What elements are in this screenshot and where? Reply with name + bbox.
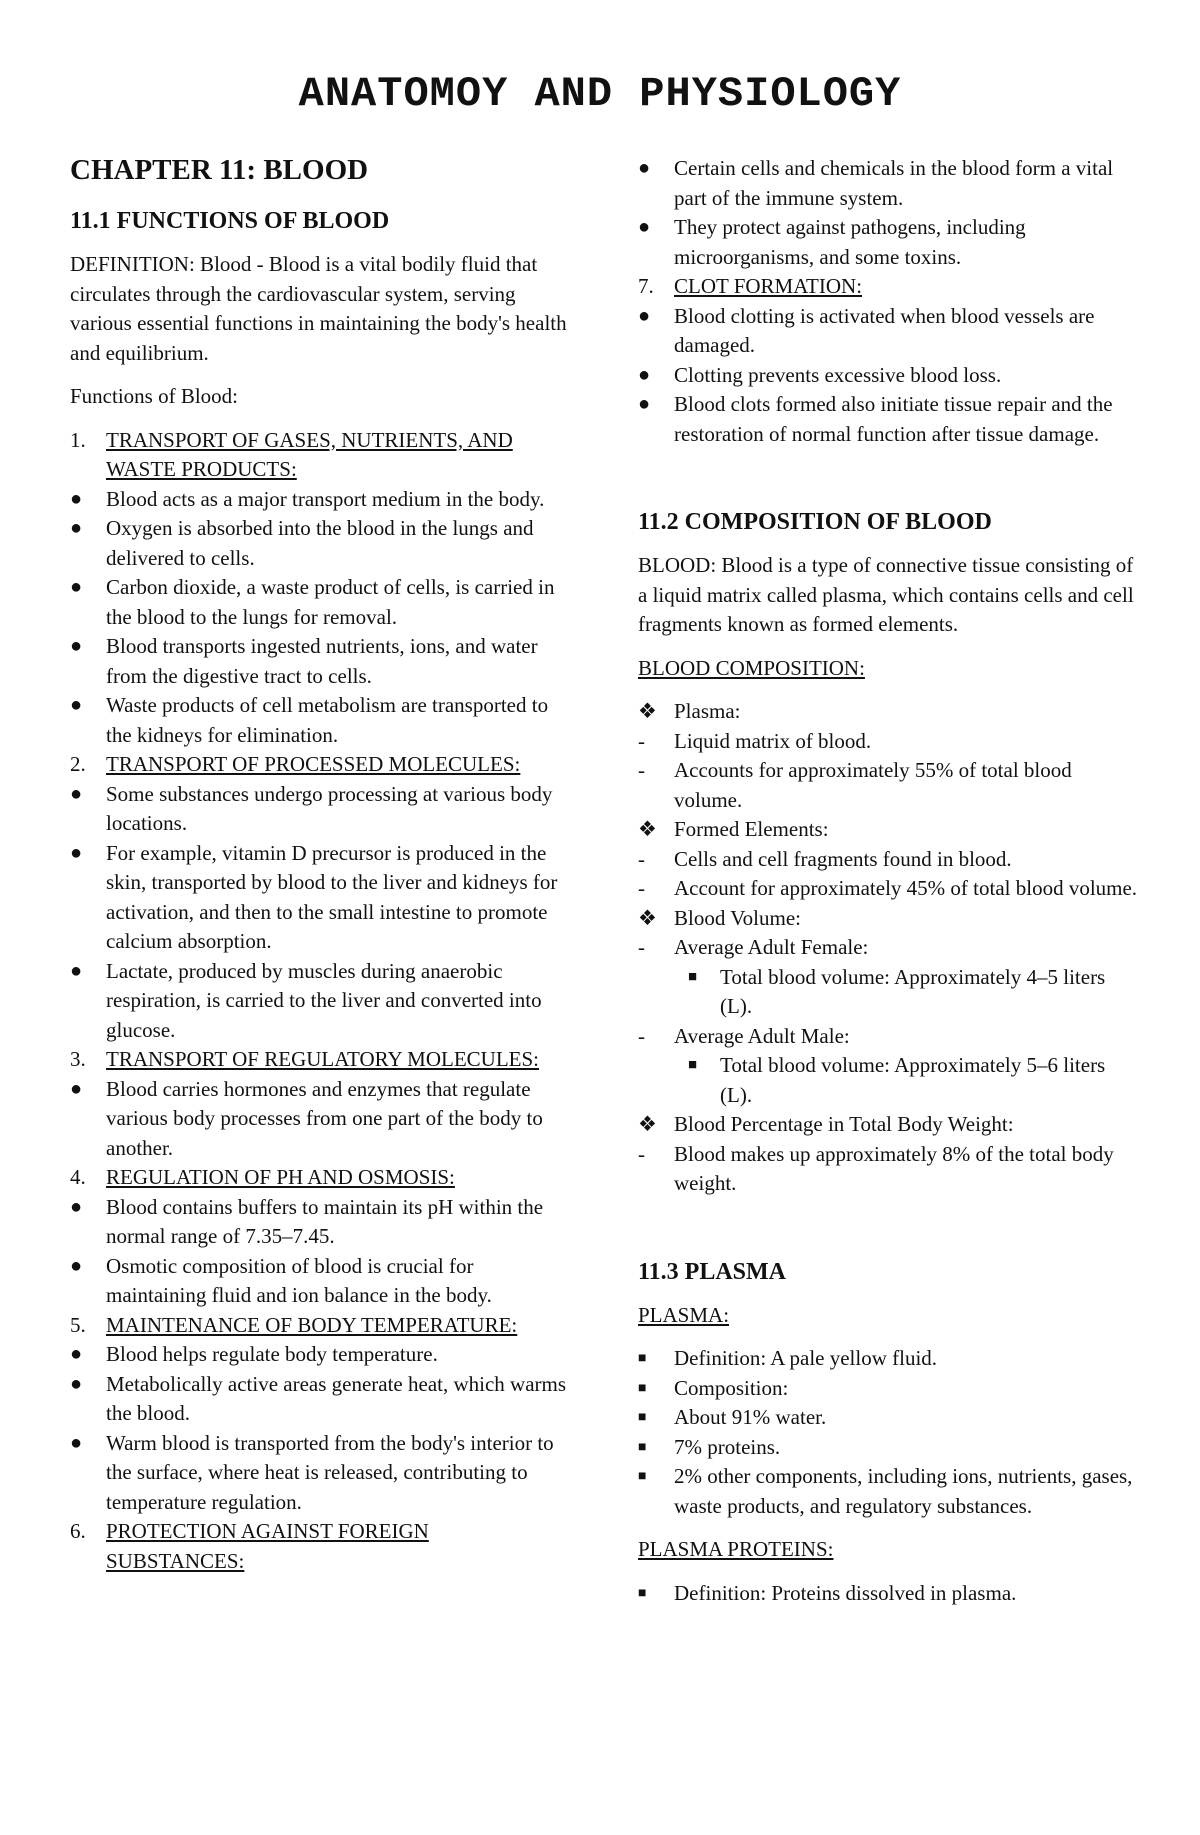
list-item: ■ Composition:	[638, 1374, 1138, 1404]
list-item: ■ About 91% water.	[638, 1403, 1138, 1433]
list-item: ● Blood clotting is activated when blood vessels are damaged.	[638, 303, 1095, 357]
list-item: ■ Total blood volume: Approximately 4–5 liters (L).	[688, 964, 1106, 1018]
list-item: ■ 7% proteins.	[638, 1433, 1138, 1463]
list-item: ● Certain cells and chemicals in the blood form a vital part of the immune system.	[638, 156, 1114, 210]
list-item: ● Carbon dioxide, a waste product of cells, is carried in the blood to the lungs for removal.	[70, 575, 555, 629]
list-item: ■ Definition: A pale yellow fluid.	[638, 1344, 1138, 1374]
function-item-1: 1. TRANSPORT OF GASES, NUTRIENTS, AND WASTE PRODUCTS:	[70, 427, 513, 481]
bullet-icon: ●	[70, 959, 83, 982]
list-item: ● Blood acts as a major transport medium in the body.	[70, 485, 570, 515]
dash-bullet-icon: -	[638, 846, 645, 871]
list-item: ■ Total blood volume: Approximately 5–6 liters (L).	[688, 1053, 1106, 1107]
list-item: ● Warm blood is transported from the body's interior to the surface, where heat is released, contributing to temperature regulation.	[70, 1430, 554, 1514]
function-title: TRANSPORT OF REGULATORY MOLECULES:	[106, 1047, 539, 1071]
bullet-icon: ●	[70, 1077, 83, 1100]
functions-label: Functions of Blood:	[70, 384, 239, 408]
bullet-icon: ●	[70, 782, 83, 805]
composition-label: BLOOD COMPOSITION:	[638, 655, 865, 680]
bullet-icon: ●	[638, 363, 651, 386]
diamond-bullet-icon: ❖	[638, 905, 657, 930]
square-bullet-icon: ■	[638, 1469, 647, 1484]
function-item-6: 6. PROTECTION AGAINST FOREIGN SUBSTANCES:	[70, 1519, 429, 1573]
chapter-heading: CHAPTER 11: BLOOD	[70, 154, 369, 186]
list-item: ● Blood contains buffers to maintain its pH within the normal range of 7.35–7.45.	[70, 1194, 544, 1248]
list-item: ● They protect against pathogens, including microorganisms, and some toxins.	[638, 215, 1026, 269]
bullet-icon: ●	[70, 1254, 83, 1277]
list-item: - Average Adult Female:	[638, 933, 1138, 963]
function-item-7: 7. CLOT FORMATION:	[638, 274, 863, 298]
list-item: ● Metabolically active areas generate heat, which warms the blood.	[70, 1371, 567, 1425]
plasma-label: PLASMA:	[638, 1302, 730, 1327]
list-item: ● Blood helps regulate body temperature.	[70, 1340, 570, 1370]
square-bullet-icon: ■	[638, 1380, 647, 1396]
list-item: ● Blood transports ingested nutrients, ions, and water from the digestive tract to cells.	[70, 634, 538, 688]
bullet-icon: ●	[70, 1343, 83, 1365]
square-bullet-icon: ■	[638, 1410, 647, 1425]
list-item: ● Clotting prevents excessive blood loss.	[638, 361, 1138, 391]
plasma-proteins-label: PLASMA PROTEINS:	[638, 1537, 834, 1561]
dash-bullet-icon: -	[638, 758, 645, 782]
function-title: CLOT FORMATION:	[674, 274, 863, 298]
list-item: - Accounts for approximately 55% of total blood volume.	[638, 758, 1072, 812]
square-bullet-icon: ■	[638, 1439, 647, 1455]
list-item: ● Some substances undergo processing at various body locations.	[70, 781, 553, 835]
function-item-5: 5. MAINTENANCE OF BODY TEMPERATURE:	[70, 1312, 518, 1337]
bullet-icon: ●	[70, 635, 83, 657]
bullet-icon: ●	[70, 517, 83, 539]
list-item: - Account for approximately 45% of total blood volume.	[638, 874, 1138, 904]
function-title: TRANSPORT OF PROCESSED MOLECULES:	[106, 752, 521, 776]
list-item: ● Waste products of cell metabolism are transported to the kidneys for elimination.	[70, 693, 549, 747]
bullet-icon: ●	[638, 304, 651, 327]
bullet-icon: ●	[70, 1372, 83, 1395]
list-item: - Blood makes up approximately 8% of the total body weight.	[638, 1141, 1114, 1195]
bullet-icon: ●	[638, 216, 651, 238]
bullet-icon: ●	[638, 157, 651, 179]
list-item: ● Blood clots formed also initiate tissue repair and the restoration of normal function after tissue damage.	[638, 392, 1113, 446]
bullet-icon: ●	[70, 841, 83, 864]
bullet-icon: ●	[70, 1195, 83, 1218]
list-item: ● Lactate, produced by muscles during anaerobic respiration, is carried to the liver and converted into glucose.	[70, 958, 542, 1042]
diamond-bullet-icon: ❖	[638, 817, 657, 841]
list-item: - Liquid matrix of blood.	[638, 727, 1138, 757]
document-title: ANATOMOY AND PHYSIOLOGY	[298, 70, 902, 118]
dash-bullet-icon: -	[638, 728, 645, 753]
bullet-icon: ●	[70, 487, 83, 510]
dash-bullet-icon: -	[638, 1023, 645, 1048]
bullet-icon: ●	[70, 576, 83, 598]
function-title: TRANSPORT OF GASES, NUTRIENTS, AND WASTE PRODUCTS:	[106, 427, 513, 481]
dash-bullet-icon: -	[638, 1141, 645, 1166]
right-column	[638, 154, 1138, 1608]
section-heading-functions: 11.1 FUNCTIONS OF BLOOD	[70, 208, 390, 234]
function-item-2: 2. TRANSPORT OF PROCESSED MOLECULES:	[70, 752, 521, 776]
list-item: ❖ Blood Volume:	[638, 904, 1138, 934]
left-column	[70, 152, 570, 1576]
composition-definition: BLOOD: Blood is a type of connective tissue consisting of a liquid matrix called plasma, which contains cells and cell fragments known as formed elements.	[638, 553, 1134, 636]
section-heading-plasma: 11.3 PLASMA	[638, 1258, 787, 1285]
square-bullet-icon: ■	[688, 1057, 698, 1073]
list-item: ■ 2% other components, including ions, nutrients, gases, waste products, and regulatory substances.	[638, 1464, 1133, 1518]
list-item: ■ Definition: Proteins dissolved in plasma.	[638, 1579, 1138, 1609]
dash-bullet-icon: -	[638, 935, 645, 959]
square-bullet-icon: ■	[638, 1585, 647, 1601]
diamond-bullet-icon: ❖	[638, 1112, 657, 1136]
square-bullet-icon: ■	[638, 1351, 647, 1366]
section-heading-composition: 11.2 COMPOSITION OF BLOOD	[638, 509, 992, 535]
square-bullet-icon: ■	[688, 968, 698, 985]
list-item: ❖ Blood Percentage in Total Body Weight:	[638, 1110, 1138, 1140]
function-item-4: 4. REGULATION OF PH AND OSMOSIS:	[70, 1165, 455, 1189]
diamond-bullet-icon: ❖	[638, 699, 657, 723]
bullet-icon: ●	[70, 694, 83, 716]
list-item: ❖ Plasma:	[638, 697, 1138, 727]
list-item: ● Osmotic composition of blood is crucial for maintaining fluid and ion balance in the body.	[70, 1253, 492, 1307]
list-item: ❖ Formed Elements:	[638, 815, 1138, 845]
blood-definition: DEFINITION: Blood - Blood is a vital bodily fluid that circulates through the cardiovascular system, serving various essential functions in maintaining the body's health and equilibrium.	[70, 252, 567, 365]
bullet-icon: ●	[70, 1431, 83, 1454]
list-item: ● For example, vitamin D precursor is produced in the skin, transported by blood to the liver and kidneys for activation, and then to the small intestine to promote calcium absorption.	[70, 840, 558, 953]
function-title: PROTECTION AGAINST FOREIGN SUBSTANCES:	[106, 1519, 429, 1573]
list-item: ● Blood carries hormones and enzymes that regulate various body processes from one part of the body to another.	[70, 1076, 543, 1160]
list-item: - Cells and cell fragments found in blood.	[638, 845, 1138, 875]
function-item-3: 3. TRANSPORT OF REGULATORY MOLECULES:	[70, 1047, 539, 1071]
bullet-icon: ●	[638, 393, 651, 415]
dash-bullet-icon: -	[638, 876, 645, 900]
function-title: MAINTENANCE OF BODY TEMPERATURE:	[106, 1312, 518, 1337]
function-title: REGULATION OF PH AND OSMOSIS:	[106, 1165, 455, 1189]
list-item: ● Oxygen is absorbed into the blood in the lungs and delivered to cells.	[70, 516, 534, 570]
list-item: - Average Adult Male:	[638, 1022, 1138, 1052]
